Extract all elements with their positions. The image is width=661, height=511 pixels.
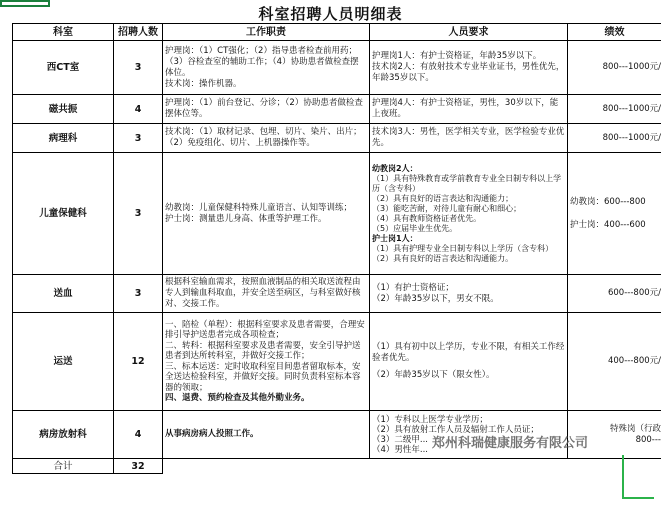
req-line: （2）具有放射工作人员及辐射工作人员证； [372, 424, 539, 435]
header-duty[interactable]: 工作职责 [163, 24, 370, 41]
requirements-cell[interactable] [370, 275, 568, 313]
duty-line: 护理岗：（1）CT强化；（2）指导患者检查前用药；（3）谷检查室的辅助工作；（4）协助患者做检查摆体位。 [165, 45, 359, 78]
dept-cell[interactable]: 儿童保健科 [13, 153, 114, 275]
duty-line: 技术岗：（1）取材记录、包埋、切片、染片、出片；（2）免疫组化、切片、上机器操作等。 [165, 127, 362, 148]
salary-cell[interactable]: 800---1000元/ [568, 124, 661, 153]
duty-line: 护士岗：测量患儿身高、体重等护理工作。 [165, 213, 327, 224]
count-cell[interactable]: 3 [114, 275, 163, 313]
duty-cell[interactable] [163, 95, 370, 124]
empty-cell [370, 459, 568, 474]
salary-line: 幼教岗：600---800 [570, 196, 646, 207]
requirements-cell[interactable] [370, 41, 568, 95]
table-header-row [13, 24, 661, 41]
duty-cell[interactable] [163, 275, 370, 313]
salary-line: 护士岗：400---600 [570, 219, 646, 230]
green-corner-marker [622, 455, 654, 499]
salary-cell[interactable]: 600---800元/ [568, 275, 661, 313]
req-line: （2）具有良好的语言表达和沟通能力。 [372, 253, 514, 263]
count-cell[interactable]: 4 [114, 95, 163, 124]
requirements-cell[interactable] [370, 124, 568, 153]
header-salary[interactable]: 绩效 [568, 24, 661, 41]
req-line: （3）能吃苦耐，对待儿童有耐心和细心； [372, 203, 522, 213]
total-row [13, 459, 661, 474]
duty-line: 四、退费、预约检查及其他外勤业务。 [165, 393, 310, 403]
table-row [13, 41, 661, 95]
dept-cell[interactable]: 送血 [13, 275, 114, 313]
duty-line: 三、标本运送：定时收取科室目间患者留取标本，安全送达检验科室，并做好交接。同时负责科室标本容器的领取； [165, 361, 361, 393]
recruitment-table [12, 23, 661, 474]
duty-cell[interactable] [163, 124, 370, 153]
duty-line: 一、陪检（单程）：根据科室要求及患者需要，合理安排引导护送患者完成各项检查； [165, 319, 365, 340]
dept-cell[interactable]: 运送 [13, 313, 114, 411]
duty-line: 技术岗：操作机器。 [165, 78, 242, 89]
requirements-cell[interactable] [370, 95, 568, 124]
req-line: 技术岗2人：有放射技术专业毕业证书，男性优先，年龄35岁以下。 [372, 62, 565, 83]
req-line: 护理岗4人：有护士资格证，男性，30岁以下，能上夜班。 [372, 98, 559, 119]
watermark: 郑州科瑞健康服务有限公司 [432, 436, 589, 451]
req-line: （1）专科以上医学专业学历； [372, 414, 488, 425]
req-line: （3）二级甲... [372, 434, 429, 445]
req-line: 技术岗3人：男性，医学相关专业，医学检验专业优先。 [372, 127, 565, 148]
count-cell[interactable]: 4 [114, 411, 163, 459]
header-requirements[interactable]: 人员要求 [370, 24, 568, 41]
salary-line: 800--- [635, 434, 661, 445]
total-count[interactable]: 32 [114, 459, 163, 474]
req-line: （1）具有初中以上学历，专业不限，有相关工作经验者优先。 [372, 342, 565, 363]
duty-line: 根据科室输血需求，按照血液制品的相关取送流程由专人到输血科取血，并安全送至病区，与科室做好核对、交接工作。 [165, 277, 361, 309]
count-cell[interactable]: 3 [114, 153, 163, 275]
salary-line: 特殊岗（行政 [609, 423, 661, 434]
count-cell[interactable]: 3 [114, 41, 163, 95]
requirements-cell[interactable] [370, 153, 568, 275]
req-line: 护理岗1人：有护士资格证，年龄35岁以下。 [372, 51, 542, 61]
table-row [13, 124, 661, 153]
page-title: 科室招聘人员明细表 [258, 5, 403, 23]
dept-cell[interactable]: 病理科 [13, 124, 114, 153]
duty-line: 护理岗：（1）前台登记、分诊；（2）协助患者做检查摆体位等。 [165, 98, 363, 119]
salary-cell[interactable]: 400---800元/ [568, 313, 661, 411]
header-dept[interactable]: 科室 [13, 24, 114, 41]
req-line: （2）年龄35岁以下，男女不限。 [372, 293, 499, 304]
dept-cell[interactable]: 磁共振 [13, 95, 114, 124]
duty-cell[interactable] [163, 153, 370, 275]
req-line: （1）有护士资格证； [372, 282, 454, 293]
salary-cell[interactable]: 800---1000元/ [568, 41, 661, 95]
total-label[interactable]: 合计 [13, 459, 114, 474]
req-line: （1）具有护理专业全日制专科以上学历（含专科） [372, 243, 554, 253]
dept-cell[interactable]: 病房放射科 [13, 411, 114, 459]
table-row [13, 313, 661, 411]
table-row [13, 153, 661, 275]
empty-cell [163, 459, 370, 474]
duty-line: 幼教岗：儿童保健科特殊儿童语言、认知等训练； [165, 202, 353, 213]
count-cell[interactable]: 12 [114, 313, 163, 411]
req-line: （2）具有良好的语言表达和沟通能力； [372, 193, 514, 203]
req-line: （4）具有教师资格证者优先。 [372, 213, 482, 223]
requirements-cell[interactable] [370, 313, 568, 411]
table-row [13, 95, 661, 124]
salary-cell[interactable] [568, 153, 661, 275]
req-line: （5）应届毕业生优先。 [372, 223, 458, 233]
req-line: （2）年龄35岁以下（限女性）。 [372, 370, 495, 380]
req-line: 幼教岗2人： [372, 163, 418, 173]
duty-cell[interactable] [163, 411, 370, 459]
dept-cell[interactable]: 西CT室 [13, 41, 114, 95]
header-count[interactable]: 招聘人数 [114, 24, 163, 41]
count-cell[interactable]: 3 [114, 124, 163, 153]
req-line: （1）具有特殊教育或学前教育专业全日制专科以上学历（含专科） [372, 173, 562, 193]
req-line: （4）男性年... [372, 444, 429, 455]
duty-cell[interactable] [163, 41, 370, 95]
duty-line: 从事病房病人投照工作。 [165, 429, 259, 439]
req-line: 护士岗1人： [372, 233, 418, 243]
salary-cell[interactable]: 800---1000元/ [568, 95, 661, 124]
duty-cell[interactable] [163, 313, 370, 411]
table-row [13, 275, 661, 313]
duty-line: 二、转科：根据科室要求及患者需要，安全引导护送患者到达所转科室，并做好交接工作； [165, 340, 361, 361]
